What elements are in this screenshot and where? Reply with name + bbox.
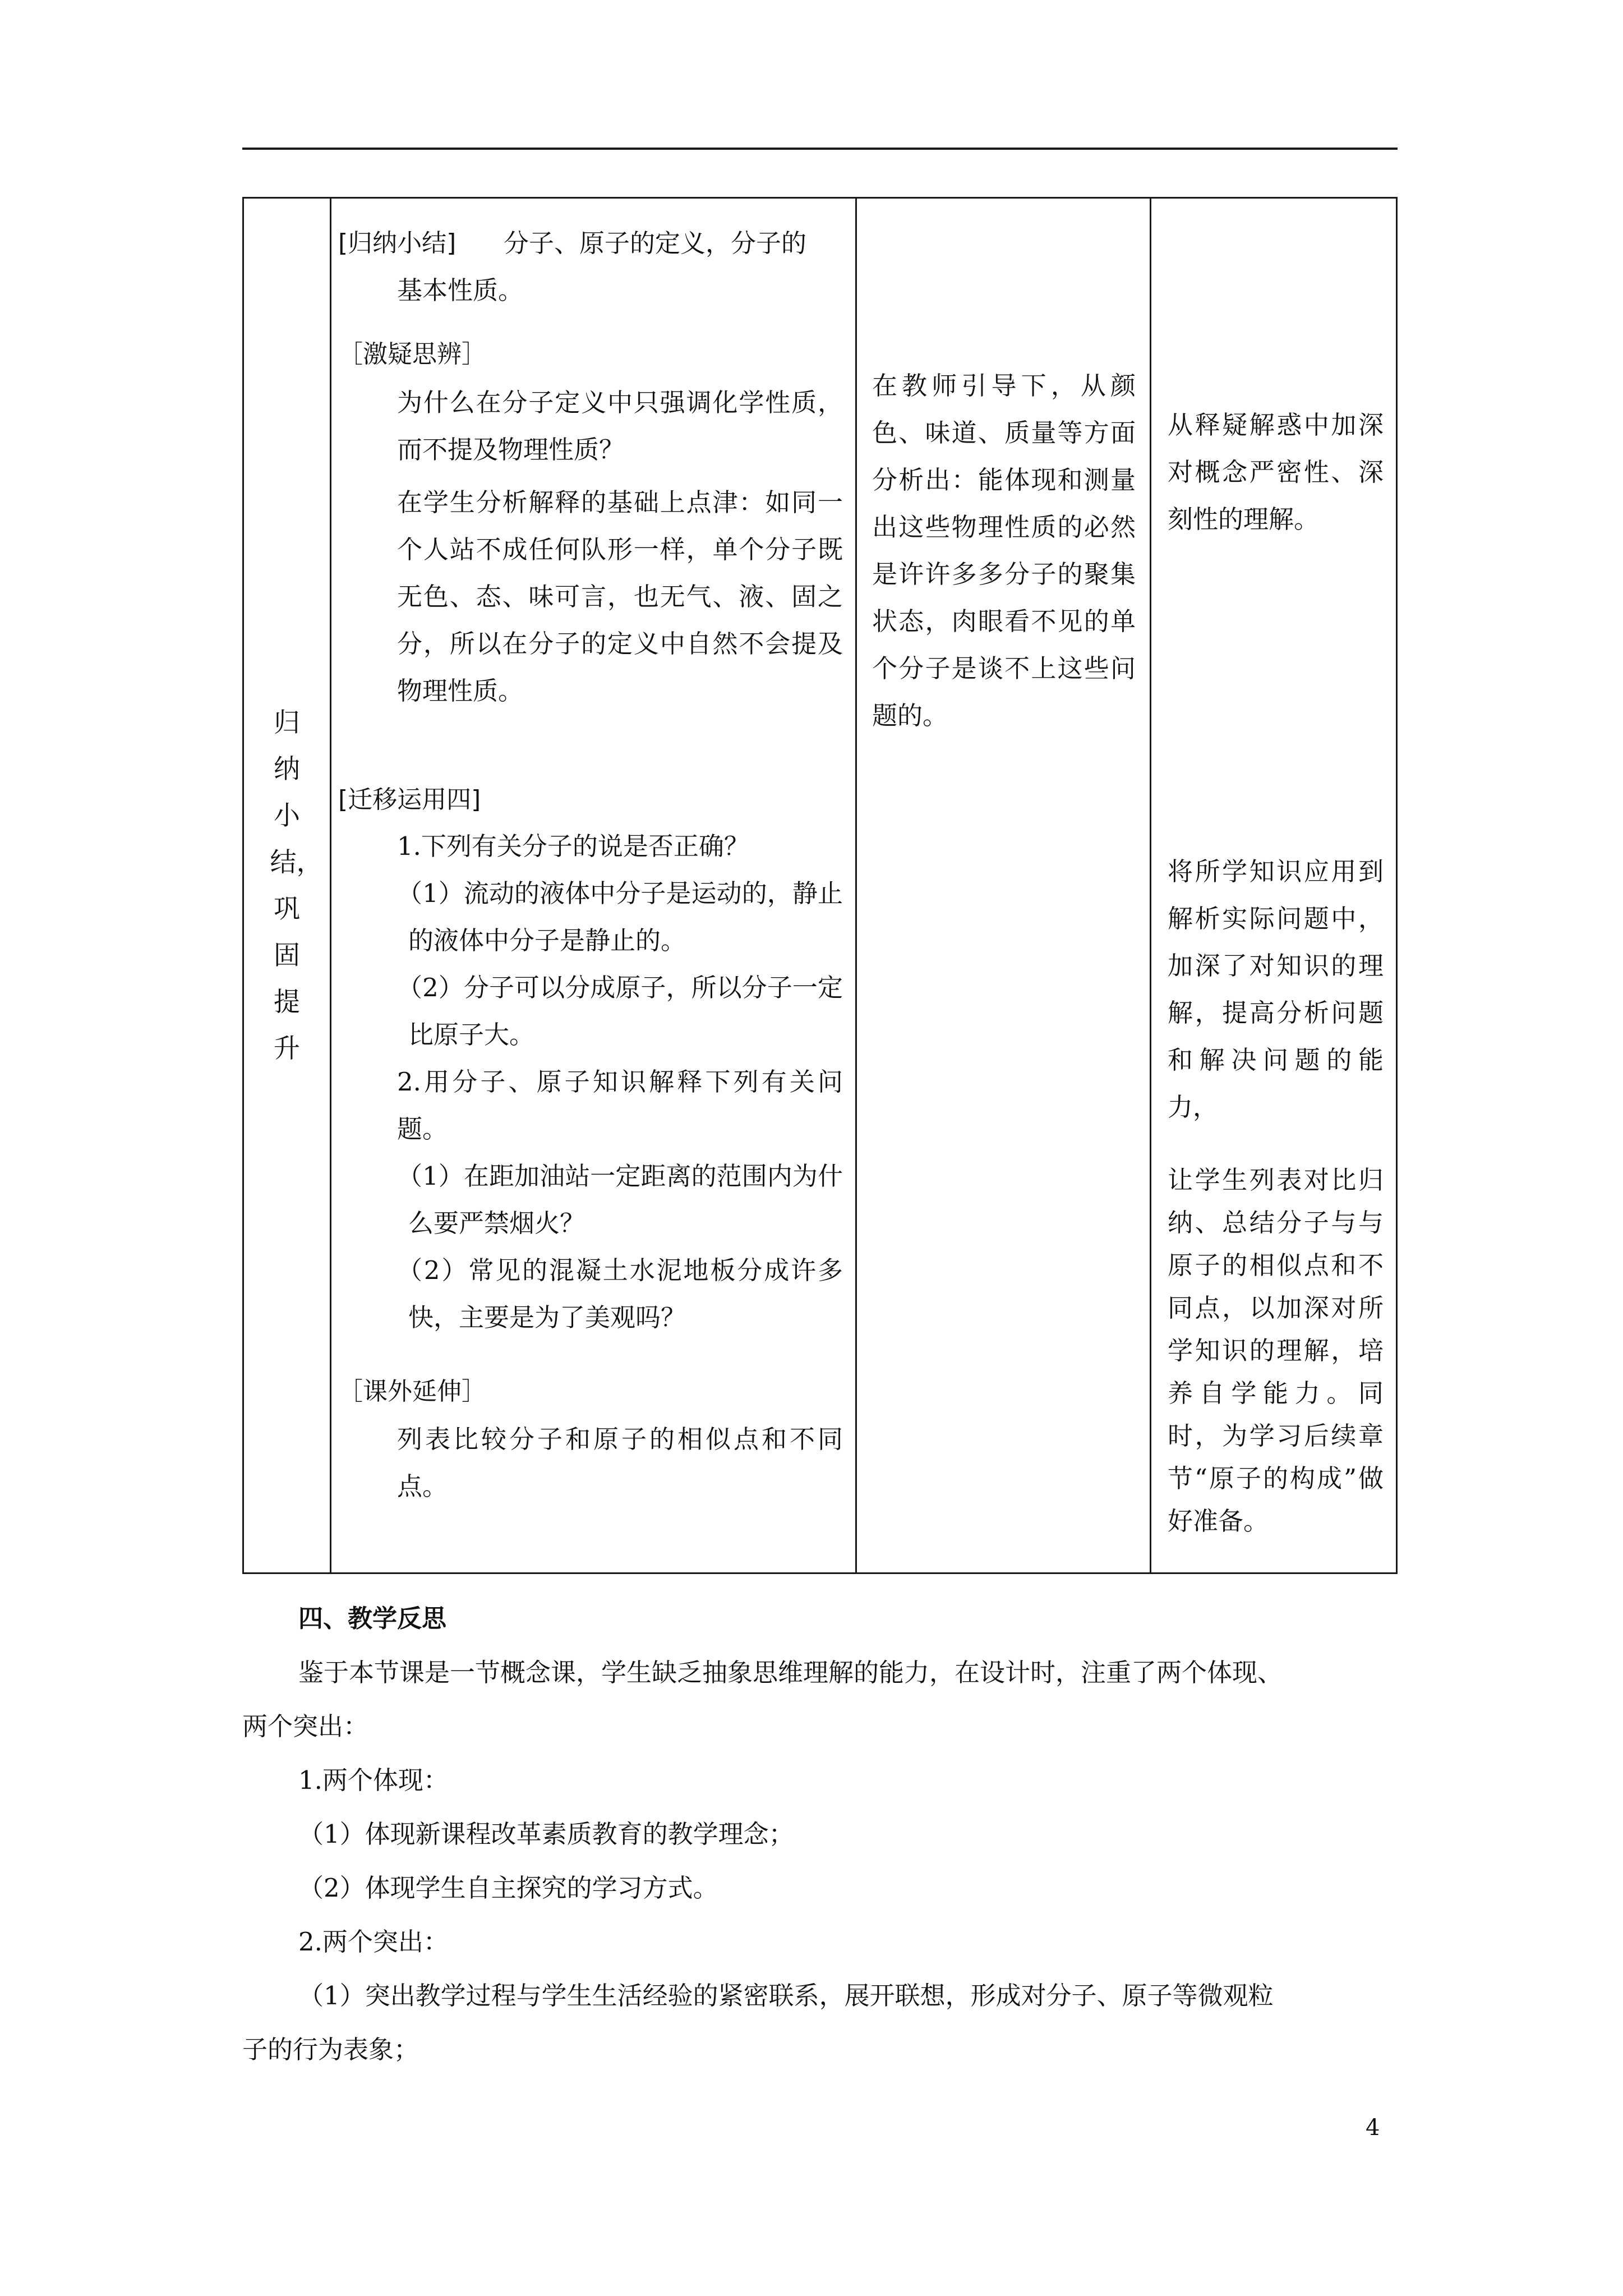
teaching-reflection — [242, 1592, 1398, 1996]
summary-text-line1: 分子、原子的定义，分子的 — [504, 228, 807, 258]
summary-text-line2: 基本性质。 — [397, 275, 524, 305]
transfer-tag: [迁移运用四] — [338, 785, 481, 814]
stage-column — [244, 199, 330, 1572]
reflection-intro-line2: 两个突出： — [242, 1711, 369, 1741]
student-activity-text: 在教师引导下，从颜色、味道、质量等方面分析出：能体现和测量出这些物理性质的必然是许许多多分子的聚集状态，肉眼看不见的单个分子是谈不上这些问题的。 — [872, 371, 1136, 730]
transfer-question-1: 1.下列有关分子的说是否正确？ — [397, 831, 749, 861]
transfer-question-1-1: （1）流动的液体中分子是运动的，静止的液体中分子是静止的。 — [397, 878, 843, 955]
transfer-question-2: 2.用分子、原子知识解释下列有关问题。 — [397, 1067, 843, 1144]
stage-label: 归纳小结，巩固提升 — [270, 707, 323, 1064]
reflection-point-2a-line1: （1）突出教学过程与学生生活经验的紧密联系，展开联想，形成对分子、原子等微观粒 — [298, 1981, 1274, 2010]
reflection-point-2a-line2: 子的行为表象； — [242, 2035, 419, 2064]
lesson-table — [242, 197, 1398, 1574]
page-number: 4 — [1366, 2115, 1380, 2141]
reflection-heading: 四、教学反思 — [298, 1604, 446, 1633]
intent-note-2: 将所学知识应用到解析实际问题中，加深了对知识的理解，提高分析问题和解决问题的能力， — [1168, 857, 1384, 1122]
reflection-point-1: 1.两个体现： — [298, 1765, 449, 1795]
transfer-question-1-2: （2）分子可以分成原子，所以分子一定比原子大。 — [397, 973, 843, 1050]
debate-question: 为什么在分子定义中只强调化学性质，而不提及物理性质？ — [397, 388, 843, 464]
reflection-intro-line1: 鉴于本节课是一节概念课，学生缺乏抽象思维理解的能力，在设计时，注重了两个体现、 — [298, 1658, 1283, 1687]
extension-text: 列表比较分子和原子的相似点和不同点。 — [397, 1424, 843, 1501]
summary-tag: [归纳小结] — [338, 229, 457, 257]
intent-note-3: 让学生列表对比归纳、总结分子与与原子的相似点和不同点，以加深对所学知识的理解，培养自学能力。同时，为学习后续章节“原子的构成”做好准备。 — [1168, 1165, 1384, 1536]
debate-tag: ［激疑思辨］ — [338, 340, 486, 369]
header-rule — [242, 148, 1398, 150]
teacher-activity-column — [330, 199, 855, 1572]
transfer-question-2-2: （2）常见的混凝土水泥地板分成许多快，主要是为了美观吗？ — [397, 1255, 843, 1332]
teaching-reflection-continued — [242, 1969, 1398, 2081]
transfer-question-2-1: （1）在距加油站一定距离的范围内为什么要严禁烟火？ — [397, 1161, 843, 1238]
reflection-point-2: 2.两个突出： — [298, 1927, 449, 1957]
intent-note-1: 从释疑解惑中加深对概念严密性、深刻性的理解。 — [1168, 410, 1384, 534]
design-intent-column — [1150, 199, 1398, 1572]
extension-tag: ［课外延伸］ — [338, 1377, 486, 1406]
debate-explanation: 在学生分析解释的基础上点津：如同一个人站不成任何队形一样，单个分子既无色、态、味可言，也无气、液、固之分，所以在分子的定义中自然不会提及物理性质。 — [397, 487, 843, 706]
reflection-point-1a: （1）体现新课程改革素质教育的教学理念； — [298, 1819, 794, 1849]
reflection-point-1b: （2）体现学生自主探究的学习方式。 — [298, 1873, 718, 1903]
student-activity-column — [855, 199, 1150, 1572]
